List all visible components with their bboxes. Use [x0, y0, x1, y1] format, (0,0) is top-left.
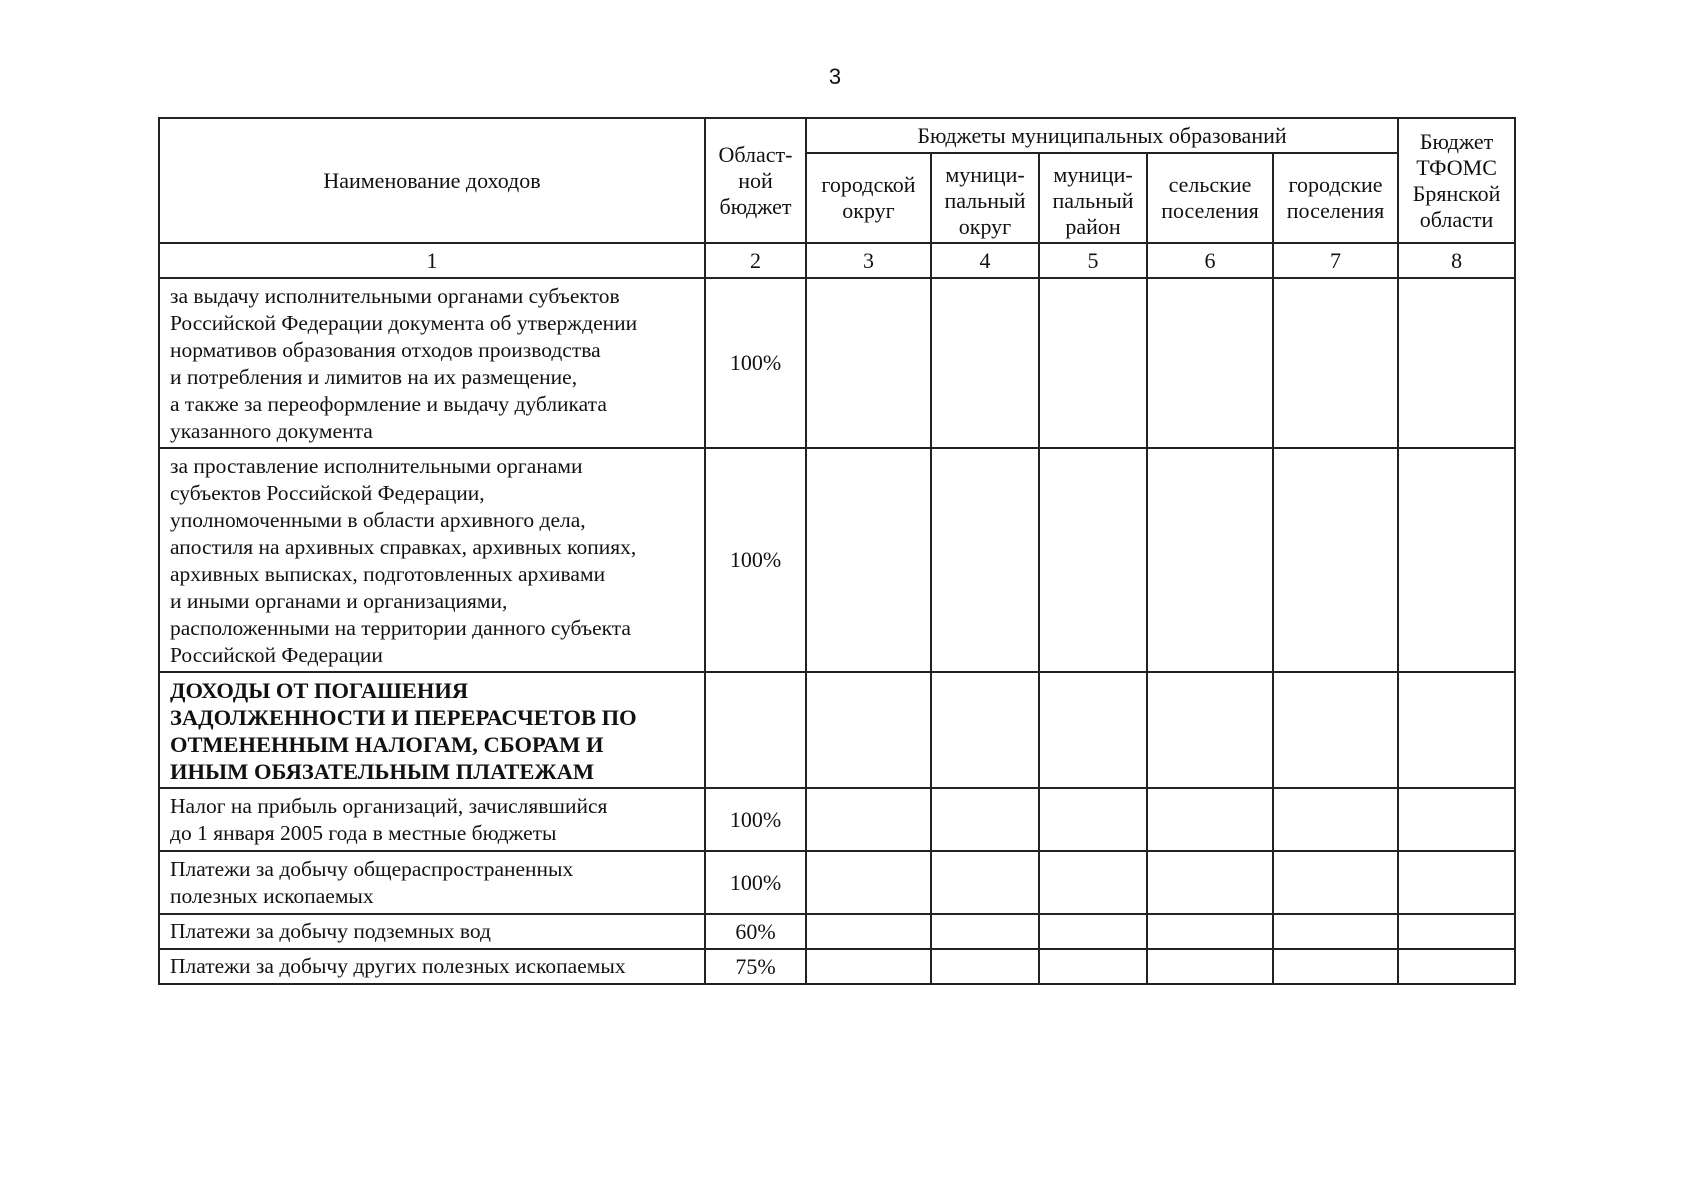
- empty-cell: [931, 949, 1039, 984]
- empty-cell: [931, 278, 1039, 448]
- header-urban-settlements-text: городские поселения: [1286, 172, 1385, 223]
- empty-cell: [1398, 949, 1515, 984]
- empty-cell: [1147, 949, 1273, 984]
- column-number: 1: [159, 243, 705, 278]
- table-row: [159, 851, 1515, 914]
- header-rural-settlements-text: сельские поселения: [1161, 172, 1259, 223]
- empty-cell: [1273, 672, 1398, 788]
- empty-cell: [806, 278, 931, 448]
- empty-cell: [1398, 851, 1515, 914]
- empty-cell: [1398, 914, 1515, 949]
- empty-cell: [806, 851, 931, 914]
- header-tfoms-budget: [1398, 118, 1515, 243]
- empty-cell: [1147, 448, 1273, 672]
- empty-cell: [1398, 278, 1515, 448]
- revenue-distribution-table: [158, 117, 1516, 985]
- header-municipal-okrug-text: муници- пальный округ: [944, 162, 1026, 239]
- income-name-cell: [159, 949, 705, 984]
- empty-cell: [931, 914, 1039, 949]
- column-number: 6: [1147, 243, 1273, 278]
- section-heading-text: ДОХОДЫ ОТ ПОГАШЕНИЯ ЗАДОЛЖЕННОСТИ И ПЕРЕРАСЧЕТОВ ПО ОТМЕНЕННЫМ НАЛОГАМ, СБОРАМ И ИНЫМ ОБЯЗАТЕЛЬНЫМ ПЛАТЕЖАМ: [170, 678, 637, 784]
- empty-cell: [1147, 851, 1273, 914]
- section-heading-cell: [159, 672, 705, 788]
- column-number: 2: [705, 243, 806, 278]
- table-row: [159, 914, 1515, 949]
- income-name-text: за выдачу исполнительными органами субъектов Российской Федерации документа об утверждении нормативов образования отходов производства и потребления и лимитов на их размещение, а также за переоформление и выдачу дубликата указанного документа: [170, 284, 638, 443]
- section-heading-row: [159, 672, 1515, 788]
- regional-share-cell: 60%: [705, 914, 806, 949]
- empty-cell: [1273, 851, 1398, 914]
- empty-cell: [931, 672, 1039, 788]
- empty-cell: [931, 788, 1039, 851]
- column-number: 4: [931, 243, 1039, 278]
- header-municipal-okrug: [931, 153, 1039, 243]
- regional-share-cell: 75%: [705, 949, 806, 984]
- empty-cell: [1398, 448, 1515, 672]
- empty-cell: [1039, 949, 1147, 984]
- empty-cell: [1039, 278, 1147, 448]
- empty-cell: [1147, 672, 1273, 788]
- income-name-cell: [159, 914, 705, 949]
- income-name-cell: [159, 448, 705, 672]
- header-tfoms-budget-text: Бюджет ТФОМС Брянской области: [1412, 128, 1501, 232]
- header-urban-settlements: [1273, 153, 1398, 243]
- income-name-text: Платежи за добычу других полезных ископаемых: [170, 954, 626, 978]
- header-regional-budget: [705, 118, 806, 243]
- header-rural-settlements: [1147, 153, 1273, 243]
- income-name-cell: [159, 788, 705, 851]
- empty-cell: [931, 851, 1039, 914]
- empty-cell: [1147, 278, 1273, 448]
- empty-cell: [1039, 914, 1147, 949]
- regional-share-cell: 100%: [705, 278, 806, 448]
- empty-cell: [1039, 672, 1147, 788]
- regional-share-cell: [705, 672, 806, 788]
- empty-cell: [931, 448, 1039, 672]
- column-number: 8: [1398, 243, 1515, 278]
- table-row: [159, 448, 1515, 672]
- header-income-name: Наименование доходов: [159, 118, 705, 243]
- header-municipal-budgets: Бюджеты муниципальных образований: [806, 118, 1398, 153]
- table-row: [159, 788, 1515, 851]
- regional-share-cell: 100%: [705, 448, 806, 672]
- income-name-cell: [159, 278, 705, 448]
- empty-cell: [1039, 448, 1147, 672]
- empty-cell: [806, 914, 931, 949]
- empty-cell: [1039, 851, 1147, 914]
- income-name-text: Налог на прибыль организаций, зачислявшийся до 1 января 2005 года в местные бюджеты: [170, 794, 608, 845]
- income-name-text: Платежи за добычу общераспространенных полезных ископаемых: [170, 857, 574, 908]
- column-number: 5: [1039, 243, 1147, 278]
- page-number: 3: [828, 64, 842, 89]
- empty-cell: [1147, 914, 1273, 949]
- empty-cell: [1273, 278, 1398, 448]
- header-regional-budget-text: Област- ной бюджет: [718, 141, 793, 219]
- empty-cell: [1273, 788, 1398, 851]
- empty-cell: [1398, 672, 1515, 788]
- income-name-text: за проставление исполнительными органами субъектов Российской Федерации, уполномоченными в области архивного дела, апостиля на архивных справках, архивных копиях, архивных выписках, подготовленных архивами и иными органами и организациями, расположенными на территории данного субъекта Российской Федерации: [170, 454, 637, 667]
- empty-cell: [1039, 788, 1147, 851]
- empty-cell: [1147, 788, 1273, 851]
- column-number: 3: [806, 243, 931, 278]
- empty-cell: [806, 788, 931, 851]
- empty-cell: [1273, 914, 1398, 949]
- income-name-text: Платежи за добычу подземных вод: [170, 919, 491, 943]
- empty-cell: [806, 949, 931, 984]
- header-city-district-text: городской округ: [821, 172, 916, 223]
- table-row: [159, 278, 1515, 448]
- table-row: [159, 949, 1515, 984]
- empty-cell: [1398, 788, 1515, 851]
- column-numbers-row: [159, 243, 1515, 278]
- empty-cell: [1273, 448, 1398, 672]
- regional-share-cell: 100%: [705, 851, 806, 914]
- empty-cell: [806, 448, 931, 672]
- header-city-district: [806, 153, 931, 243]
- income-name-cell: [159, 851, 705, 914]
- empty-cell: [1273, 949, 1398, 984]
- header-municipal-district-text: муници- пальный район: [1052, 162, 1134, 239]
- header-municipal-district: [1039, 153, 1147, 243]
- empty-cell: [806, 672, 931, 788]
- column-number: 7: [1273, 243, 1398, 278]
- regional-share-cell: 100%: [705, 788, 806, 851]
